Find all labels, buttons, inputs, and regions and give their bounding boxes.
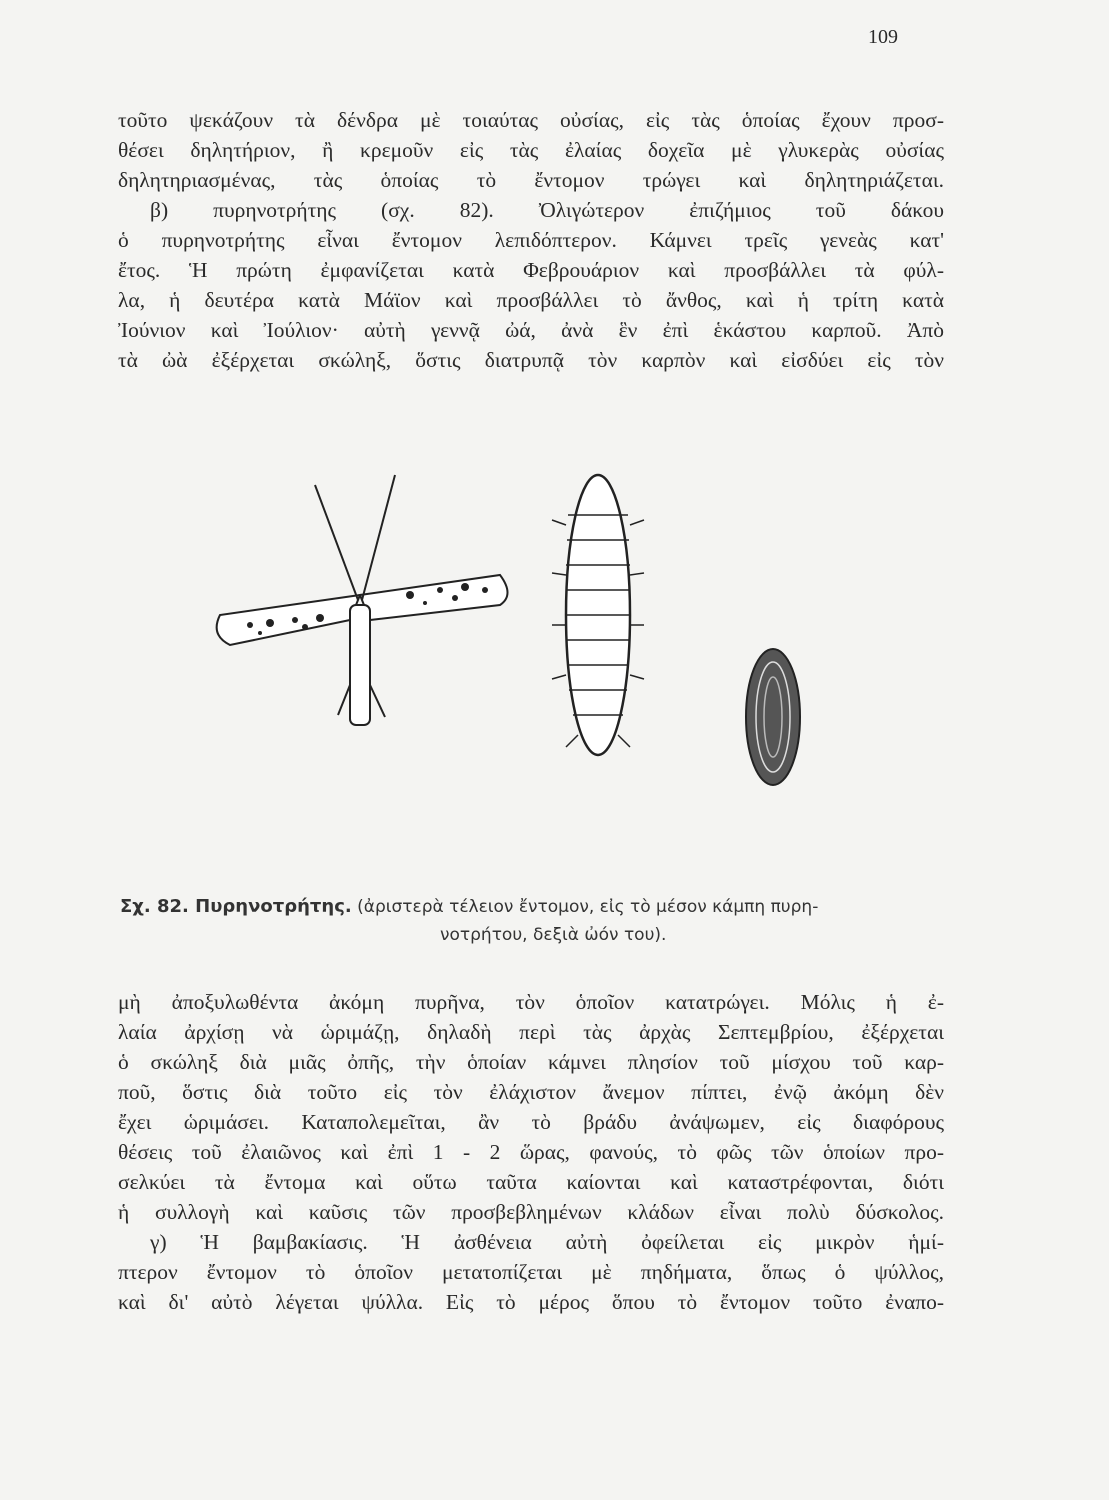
text-line: τοῦτο ψεκάζουν τὰ δένδρα μὲ τοιαύτας οὐσίας, εἰς τὰς ὁποίας ἔχουν προσ- [118, 108, 944, 132]
text-line: ἔχει ὡριμάσει. Καταπολεμεῖται, ἂν τὸ βράδυ ἀνάψωμεν, εἰς διαφόρους [118, 1110, 944, 1134]
text-line: λαία ἀρχίσῃ νὰ ὡριμάζῃ, δηλαδὴ περὶ τὰς ἀρχὰς Σεπτεμβρίου, ἐξέρχεται [118, 1020, 944, 1044]
text-line: θέσει δηλητήριον, ἢ κρεμοῦν εἰς τὰς ἐλαίας δοχεῖα μὲ γλυκερὰς οὐσίας [118, 138, 944, 162]
text-line: ποῦ, ὅστις διὰ τοῦτο εἰς τὸν ἐλάχιστον ἄνεμον πίπτει, ἐνῷ ἀκόμη δὲν [118, 1080, 944, 1104]
text-line: θέσεις τοῦ ἐλαιῶνος καὶ ἐπὶ 1 - 2 ὥρας, φανούς, τὸ φῶς τῶν ὁποίων προ- [118, 1140, 944, 1164]
text-line: λα, ἡ δευτέρα κατὰ Μάϊον καὶ προσβάλλει τὸ ἄνθος, καὶ ἡ τρίτη κατὰ [118, 288, 944, 312]
text-line: καὶ δι' αὐτὸ λέγεται ψύλλα. Εἰς τὸ μέρος ὅπου τὸ ἔντομον τοῦτο ἐναπο- [118, 1290, 944, 1314]
text-line: Ἰούνιον καὶ Ἰούλιον· αὐτὴ γεννᾷ ὠά, ἀνὰ ἓν ἐπὶ ἑκάστου καρποῦ. Ἀπὸ [118, 318, 944, 342]
moth-illustration [210, 455, 520, 745]
text-line: σελκύει τὰ ἔντομα καὶ οὕτω ταῦτα καίονται καὶ καταστρέφονται, διότι [118, 1170, 944, 1194]
caption-text-continued: νοτρήτου, δεξιὰ ὠόν του). [440, 925, 667, 945]
text-line: μὴ ἀποξυλωθέντα ἀκόμη πυρῆνα, τὸν ὁποῖον κατατρώγει. Μόλις ἡ ἐ- [118, 990, 944, 1014]
egg-illustration [742, 645, 804, 790]
text-line: ἔτος. Ἡ πρώτη ἐμφανίζεται κατὰ Φεβρουάριον καὶ προσβάλλει τὰ φύλ- [118, 258, 944, 282]
text-line: πτερον ἔντομον τὸ ὁποῖον μετατοπίζεται μὲ πηδήματα, ὅπως ὁ ψύλλος, [118, 1260, 944, 1284]
text-line: γ) Ἡ βαμβακίασις. Ἡ ἀσθένεια αὐτὴ ὀφείλεται εἰς μικρὸν ἡμί- [150, 1230, 944, 1254]
larva-illustration [548, 465, 648, 775]
text-line: δηλητηριασμένας, τὰς ὁποίας τὸ ἔντομον τρώγει καὶ δηλητηριάζεται. [118, 168, 944, 192]
text-line: ὁ πυρηνοτρήτης εἶναι ἔντομον λεπιδόπτερον. Κάμνει τρεῖς γενεὰς κατ' [118, 228, 944, 252]
text-line: ἡ συλλογὴ καὶ καῦσις τῶν προσβεβλημένων κλάδων εἶναι πολὺ δύσκολος. [118, 1200, 944, 1224]
text-line: τὰ ὠὰ ἐξέρχεται σκώληξ, ὅστις διατρυπᾷ τὸν καρπὸν καὶ εἰσδύει εἰς τὸν [118, 348, 944, 372]
page-number: 109 [868, 26, 898, 48]
caption-text: (ἀριστερὰ τέλειον ἔντομον, εἰς τὸ μέσον κάμπη πυρη- [357, 897, 819, 917]
text-line: ὁ σκώληξ διὰ μιᾶς ὀπῆς, τὴν ὁποίαν κάμνει πλησίον τοῦ μίσχου τοῦ καρ- [118, 1050, 944, 1074]
caption-label: Σχ. 82. Πυρηνοτρήτης. [120, 896, 352, 917]
text-line: β) πυρηνοτρήτης (σχ. 82). Ὀλιγώτερον ἐπιζήμιος τοῦ δάκου [150, 198, 944, 222]
figure-caption [120, 896, 818, 918]
